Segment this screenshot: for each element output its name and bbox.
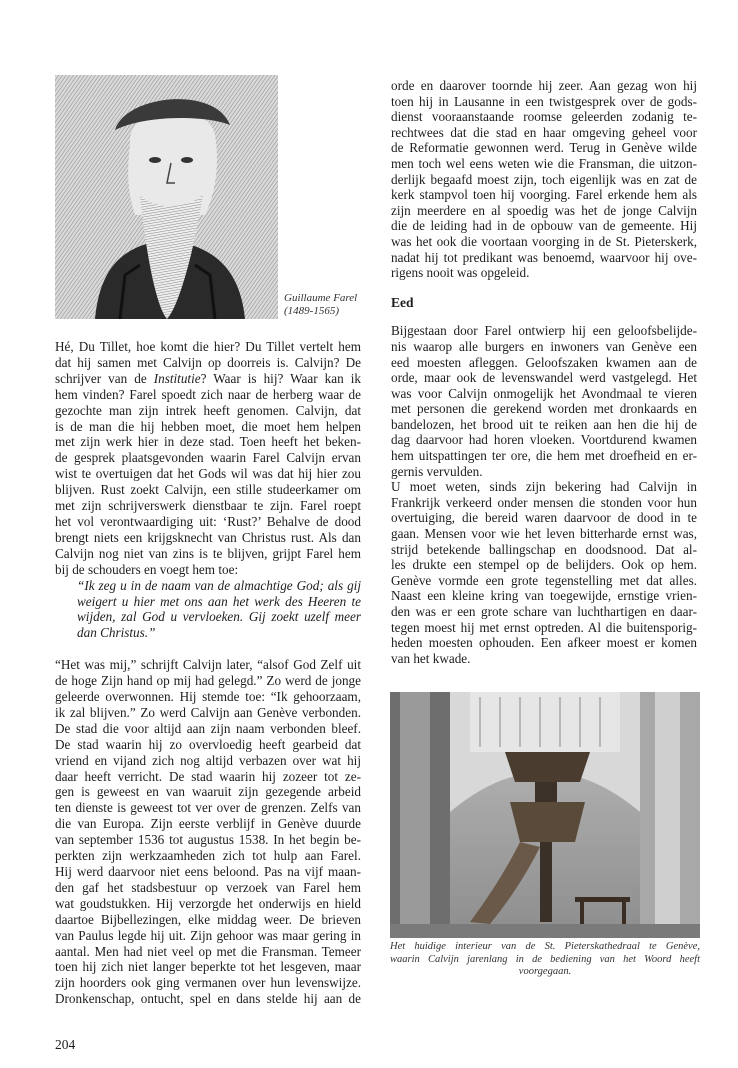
text-line: De stad waarin hij zo overvloedig heeft gearbeid dat [55,736,361,752]
eed-section-body [391,323,697,666]
text-line: rigens nooit was opgeleid. [391,265,530,281]
text-line: daar heeft verricht. De stad waarin hij zozeer tot ze- [55,768,361,784]
left-text-column [55,339,361,1007]
cathedral-photo-caption [390,941,700,979]
text-line: gernis vervulden. [391,463,483,479]
text-line: gezochte man zijn intrek heeft genomen. Calvijn, dat [55,402,361,418]
text-line: de Reformatie gewonnen werd. Terug in Genève wilde [391,140,697,156]
text-line: nis waarop alle burgers en inwoners van Genève een [391,338,697,354]
text-line: overtuiging, die bereid waren daarvoor de dood in te [391,510,697,526]
text-line: strijd betekende ballingschap en doodsnood. Dat al- [391,541,697,557]
text-line: gaan. Mensen voor wie het leven bitterharde ernst was, [391,526,697,542]
text-line: die de leiding had in de opbouw van de gemeente. Hij [391,218,697,234]
text-line: toen hij in Lausanne in een twistgesprek over de gods- [391,93,697,109]
portrait-caption-name: Guillaume Farel [284,292,358,304]
text-line: zijn meerdere en al spoedig was het de jonge Calvijn [391,202,697,218]
portrait-engraving-image [55,75,278,319]
text-line: schrijver van de Institutie? Waar is hij? Waar kan ik [55,370,361,386]
text-line: Dronkenschap, ontucht, spel en dans stelde hij aan de [55,991,361,1007]
text-line: den gaf het stadsbestuur op verzoek van Farel hem [55,879,361,895]
paragraph [391,323,697,479]
text-line: men toch wel eens weten wie die Fransman, die uitzon- [391,155,697,171]
text-line: bandelozen, het brood uit te reiken aan hen die hij de [391,416,697,432]
section-heading-eed: Eed [391,294,414,310]
text-line: derlijk begaafd moest zijn, toch eigenlijk was en zat de [391,171,697,187]
text-line: Calvijn nog niet van zins is te blijven, grijpt Farel hem [55,545,361,561]
text-line: vriend en vijand zich nog altijd verbazen over wat hij [55,752,361,768]
text-line: orde en daarover toornde hij zeer. Aan gezag won hij [391,78,697,93]
text-line: met zijn werk hier in deze stad. Toen heeft het beken- [55,434,361,450]
caption-line: voorgegaan. [518,966,572,978]
italic-title: Institutie [153,370,201,386]
text-line: van het kwade. [391,650,471,666]
text-line: den was er een grote schare van luchthartigen en daar- [391,604,697,619]
text-line: daartoe Bijbellezingen, elke middag weer. De brieven [55,911,361,927]
text-line: toen hij zich niet langer beperkte tot het lesgeven, maar [55,959,361,975]
text-line: rechtwees dat die stad en haar omgeving geheel voor [391,124,697,140]
text-line: is de man die hij hebben moet, die moet hem helpen [55,418,361,434]
text-line: Hé, Du Tillet, hoe komt die hier? Du Tillet vertelt hem [55,339,361,354]
text-line: brengt niets een krijgsknecht van Christus rust. Als dan [55,529,361,545]
portrait-caption [284,292,357,318]
text-line: met personen die gerekend worden met dronkaards en [391,401,697,417]
text-line: De stad die voor altijd aan zijn naam verbonden bleef. [55,720,361,736]
intro-paragraph [391,78,697,281]
text-line: heden moesten ophouden. Een afkeer moest er komen [391,635,697,651]
text-line: met zijn schrijverswerk dienstbaar te zijn. Farel roept [55,498,361,514]
paragraph [391,479,697,666]
paragraph [55,339,361,578]
text-line: kerk stampvol toen hij voorging. Farel erkende hem als [391,187,697,203]
text-line: zijn hoorders ook ging vermanen over hun levenswijze. [55,975,361,991]
text-line: dag daarvoor had horen vloeken. Voortdurend kwamen [391,432,697,448]
text-line: het vol verontwaardiging uit: ‘Rust?’ Behalve de dood [55,513,361,529]
text-line: was het ook die voortaan voorging in de St. Pieterskerk, [391,233,697,249]
cathedral-interior-image [390,692,700,938]
text-line: tegen moest hij met ernst optreden. Al die buitensporig- [391,619,697,635]
text-line: les drukte een stempel op de belijders. Ook op hem. [391,557,697,573]
text-line: ik zal blijven.” Zo werd Calvijn aan Genève verbonden. [55,704,361,720]
text-line: dan Christus.” [77,625,156,641]
text-line: hem vinden? Farel spoedt zich naar de herberg waar de [55,386,361,402]
text-line: nadat hij tot predikant was benoemd, waarvoor hij ove- [391,249,697,265]
text-line: de gesprek plaatsgevonden waarin Farel Calvijn ervan [55,450,361,466]
text-line: weigert u hier met ons aan het werk des Heeren te [77,593,361,609]
text-line: “Ik zeg u in de naam van de almachtige God; als gij [77,577,361,593]
caption-line: waarin Calvijn jarenlang in de bediening van het Woord heeft [390,953,700,965]
text-line: Genève vormde een grote tegenstelling met dat alles. [391,572,697,588]
text-line: blijven. Rust zoekt Calvijn, een stille studeerkamer om [55,482,361,498]
text-line: U moet weten, sinds zijn bekering had Calvijn in [391,479,697,495]
text-line: gen is geweest en van waaruit zijn gezegende arbeid [55,784,361,800]
text-line: wist te overtuigen dat het Gods wil was dat hij hier zou [55,466,361,482]
text-line: hem uitspattingen ter ore, die hem met droefheid en er- [391,448,697,464]
paragraph [55,657,361,1007]
text-line: die van Europa. Zijn eerste verblijf in Genève duurde [55,816,361,832]
text-line: van september 1536 tot augustus 1538. In het begin be- [55,832,361,848]
text-line: perkten zijn werkzaamheden zich tot hulp aan Farel. [55,848,361,864]
caption-line: Het huidige interieur van de St. Pieterskathedraal te Genève, [390,941,700,952]
farel-quote [55,578,361,642]
text-line: was voor Calvijn onmogelijk het Avondmaal te vieren [391,385,697,401]
text-line: de hoge Zijn hand op mij had gelegd.” Zo werd de jonge [55,673,361,689]
text-line: van Paulus legde hij uit. Zijn gehoor was maar gering in [55,927,361,943]
text-line: Frankrijk verkeerd onder mensen die stonden voor hun [391,494,697,510]
text-line: Bijgestaan door Farel ontwierp hij een geloofsbelijde- [391,323,697,339]
text-line: Naast een kleine kring van toegewijde, ernstige vrien- [391,588,697,604]
text-line: Hij werd daarvoor niet eens beloond. Pas na vijf maan- [55,864,361,879]
text-line: wat goudstukken. Hij verzorgde het onderwijs en hield [55,895,361,911]
text-line: orde, maar ook de levenswandel werd vastgelegd. Het [391,370,697,386]
text-line: wijden, zal God u vervloeken. Gij zoekt uzelf meer [77,609,361,625]
text-line: aantal. Men had niet veel op met die Fransman. Temeer [55,943,361,959]
text-line: bij de schouders en voegt hem toe: [55,561,239,577]
text-line: ten dienste is geweest tot ver over de grenzen. Zelfs van [55,800,361,816]
text-line: dienst vooraanstaande roomse geleerden zodanig te- [391,109,697,125]
cathedral-interior-photo [390,692,700,938]
portrait-guillaume-farel [55,75,278,319]
portrait-caption-years: (1489-1565) [284,305,339,317]
text-line: “Het was mij,” schrijft Calvijn later, “alsof God Zelf uit [55,657,361,673]
text-line: dat hij samen met Calvijn op doorreis is. Calvijn? De [55,354,361,370]
text-line: geleerde overwonnen. Hij stemde toe: “Ik gehoorzaam, [55,689,361,705]
text-line: eed moesten afleggen. Geloofszaken kwamen aan de [391,354,697,370]
right-text-column [391,78,697,666]
page-number: 204 [55,1037,76,1052]
